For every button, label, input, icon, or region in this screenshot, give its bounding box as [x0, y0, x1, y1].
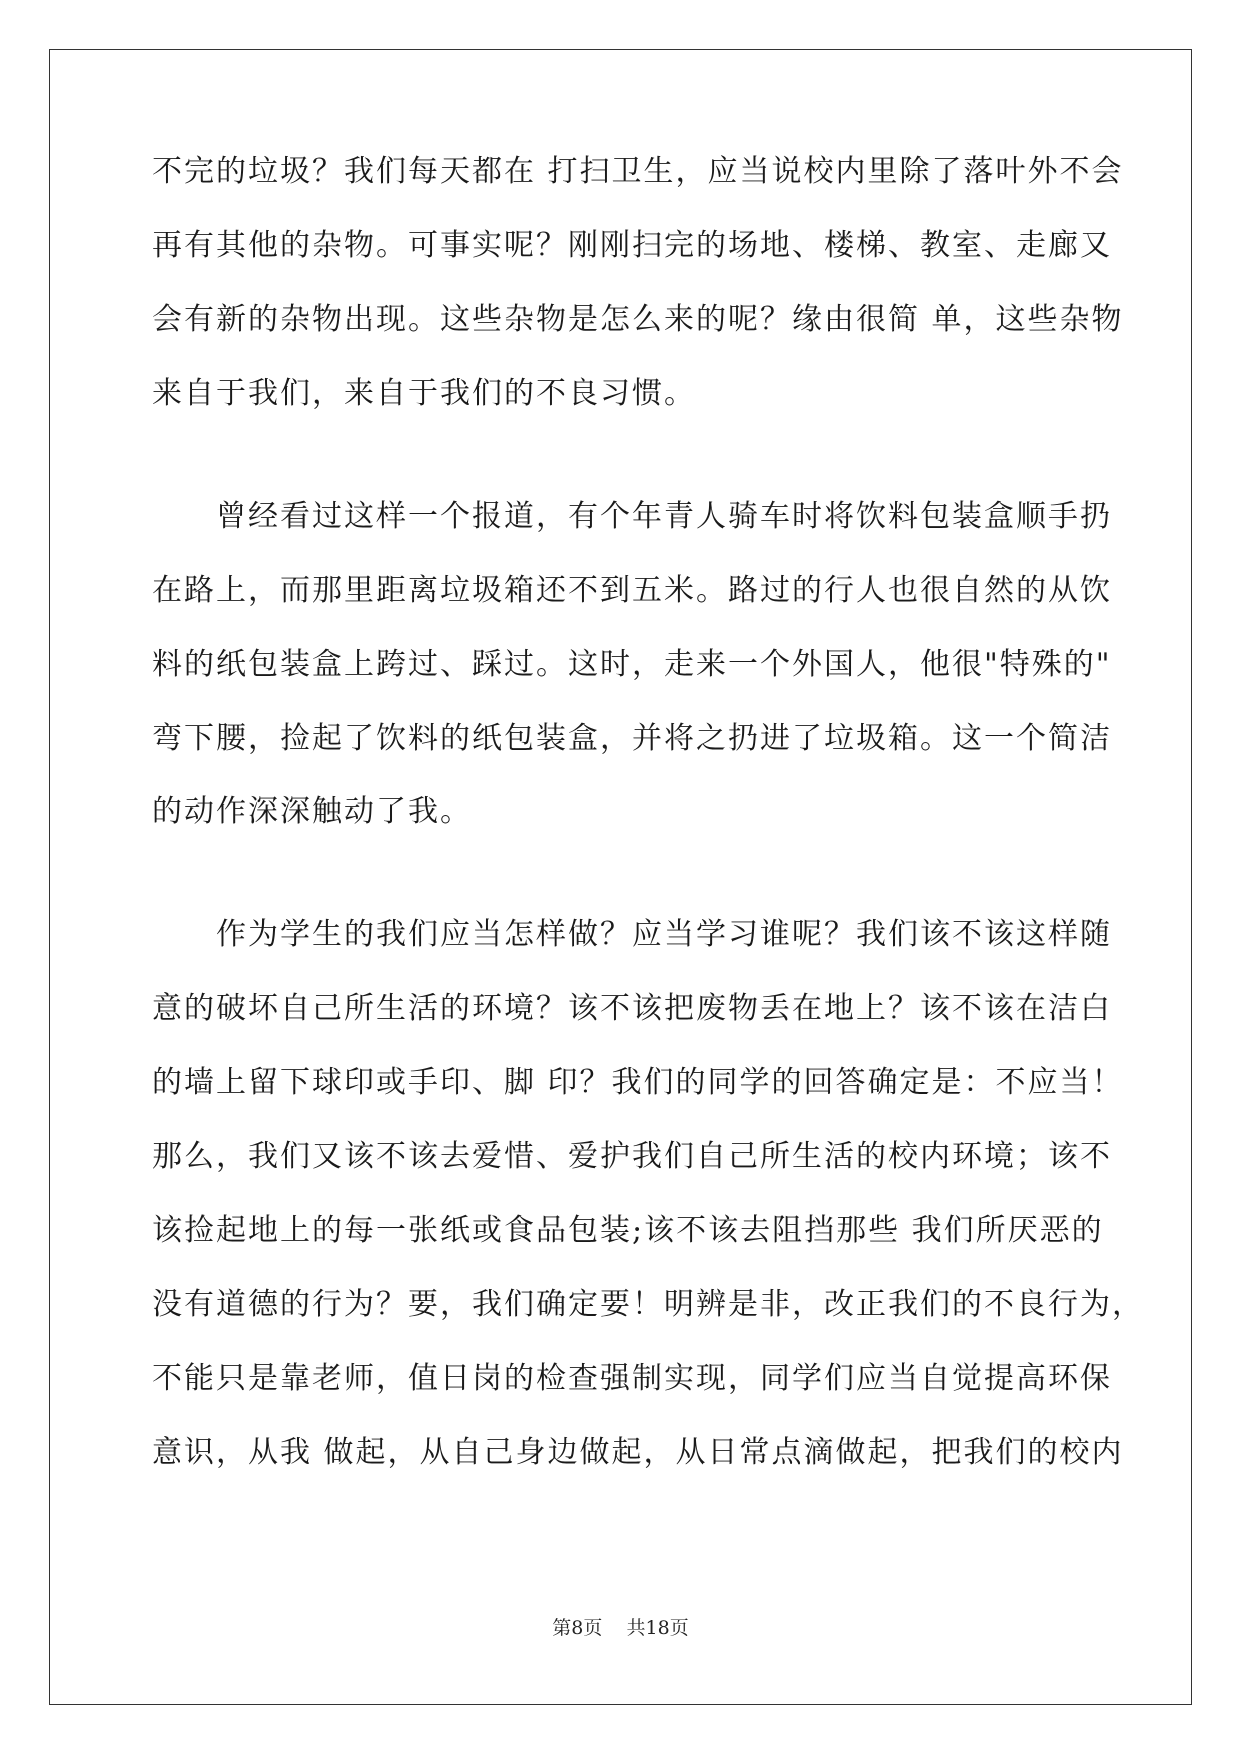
- text-line: 不能只是靠老师，值日岗的检查强制实现，同学们应当自觉提高环保: [152, 1361, 1112, 1396]
- text-line: 在路上，而那里距离垃圾箱还不到五米。路过的行人也很自然的从饮: [152, 573, 1112, 608]
- text-line: 那么，我们又该不该去爱惜、爱护我们自己所生活的校内环境；该不: [152, 1139, 1112, 1174]
- text-line: 的动作深深触动了我。: [152, 794, 472, 829]
- text-line: 弯下腰，捡起了饮料的纸包装盒，并将之扔进了垃圾箱。这一个简洁: [152, 721, 1112, 756]
- text-line: 不完的垃圾？我们每天都在 打扫卫生，应当说校内里除了落叶外不会: [152, 154, 1124, 189]
- text-line: 该捡起地上的每一张纸或食品包装;该不该去阻挡那些 我们所厌恶的: [152, 1213, 1104, 1248]
- text-line: 没有道德的行为？要，我们确定要！明辨是非，改正我们的不良行为，: [152, 1287, 1144, 1322]
- page-total: 共18页: [626, 1617, 689, 1639]
- text-line: 料的纸包装盒上跨过、踩过。这时，走来一个外国人，他很"特殊的": [152, 647, 1112, 682]
- page-footer: [0, 1616, 1241, 1640]
- text-line: 意识，从我 做起，从自己身边做起，从日常点滴做起，把我们的校内: [152, 1435, 1124, 1470]
- text-line: 曾经看过这样一个报道，有个年青人骑车时将饮料包装盒顺手扔: [152, 499, 1112, 534]
- text-line: 意的破坏自己所生活的环境？该不该把废物丢在地上？该不该在洁白: [152, 991, 1112, 1026]
- text-line: 来自于我们，来自于我们的不良习惯。: [152, 376, 696, 411]
- text-line: 的墙上留下球印或手印、脚 印？我们的同学的回答确定是：不应当！: [152, 1065, 1124, 1100]
- text-line: 会有新的杂物出现。这些杂物是怎么来的呢？缘由很简 单，这些杂物: [152, 302, 1124, 337]
- text-line: 再有其他的杂物。可事实呢？刚刚扫完的场地、楼梯、教室、走廊又: [152, 228, 1112, 263]
- text-line: 作为学生的我们应当怎样做？应当学习谁呢？我们该不该这样随: [152, 917, 1112, 952]
- page-number: 第8页: [552, 1617, 603, 1639]
